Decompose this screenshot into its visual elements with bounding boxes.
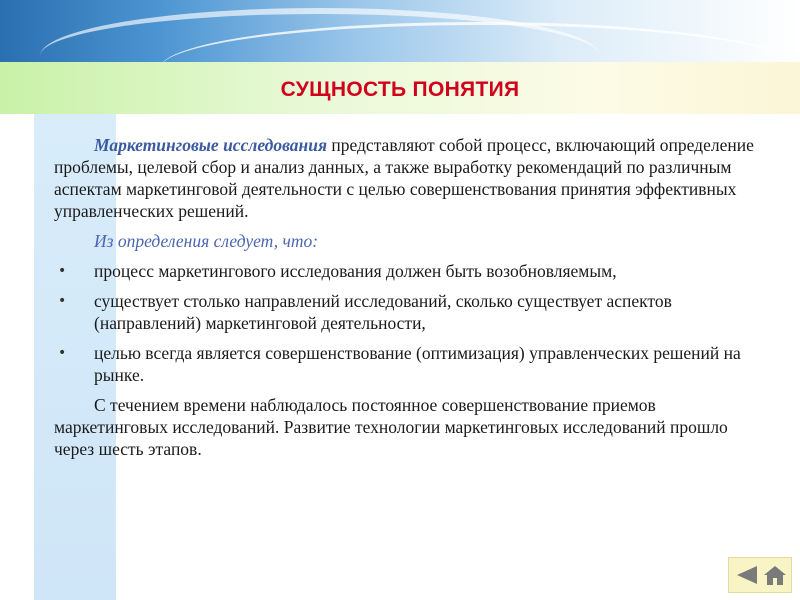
home-icon [763, 564, 787, 586]
bullet-marker: • [58, 263, 67, 279]
definition-intro: Из определения следует, что: [94, 231, 319, 251]
list-item [54, 260, 754, 282]
bullet-marker: • [58, 293, 67, 309]
list-item [54, 342, 754, 386]
definition-term: Маркетинговые исследования [94, 135, 327, 155]
home-button[interactable] [763, 564, 787, 586]
bullet-text: целью всегда является совершенствование (оптимизация) управленческих решений на рынке. [94, 343, 741, 385]
bullet-text: процесс маркетингового исследования должен быть возобновляемым, [94, 261, 617, 281]
closing-paragraph: С течением времени наблюдалось постоянное совершенствование приемов маркетинговых исследований. Развитие технологии маркетинговых исследований прошло через шесть этапов. [54, 395, 728, 459]
bullet-marker: • [58, 345, 67, 361]
header-banner [0, 0, 800, 62]
slide-title: СУЩНОСТЬ ПОНЯТИЯ [280, 78, 520, 101]
list-item [54, 290, 754, 334]
slide-body [54, 134, 754, 460]
definition-paragraph [54, 134, 754, 222]
bullet-text: существует столько направлений исследований, сколько существует аспектов (направлений) маркетинговой деятельности, [94, 291, 672, 333]
definition-text: представляют собой процесс, включающий определение проблемы, целевой сбор и анализ данных, а также выработку рекомендаций по различным аспектам маркетинговой деятельности с целью совершенствования принятия эффективных управленческих решений. [54, 135, 754, 221]
back-arrow-icon [735, 564, 759, 586]
back-button[interactable] [735, 564, 759, 586]
slide-navigation [728, 557, 792, 593]
bullet-list [54, 260, 754, 386]
